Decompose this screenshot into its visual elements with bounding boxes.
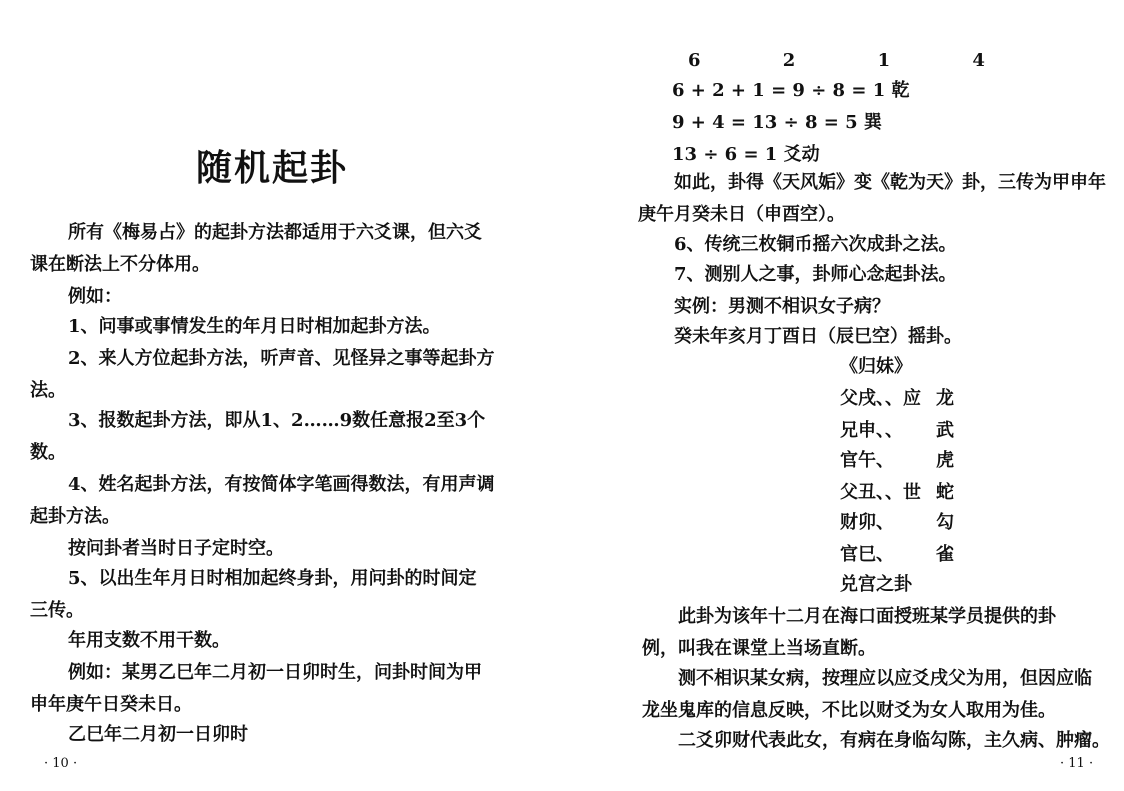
right-page — [560, 0, 1124, 791]
body-line: 乙巳年二月初一日卯时 — [68, 724, 248, 745]
body-line: 三传。 — [30, 600, 84, 621]
hexagram-line: 兄申、、 — [840, 420, 903, 441]
page-number: · 11 · — [1060, 756, 1094, 771]
body-line: 数。 — [30, 442, 66, 463]
body-line: 庚午月癸未日（申酉空）。 — [638, 204, 845, 225]
body-line: 4、姓名起卦方法，有按简体字笔画得数法，有用声调 — [68, 474, 495, 495]
hexagram-beast: 武 — [936, 420, 954, 441]
body-line: 年用支数不用干数。 — [68, 630, 230, 651]
body-line: 所有《梅易占》的起卦方法都适用于六爻课，但六爻 — [68, 222, 482, 243]
body-line: 例如：某男乙巳年二月初一日卯时生，问卦时间为甲 — [68, 662, 482, 683]
left-page — [0, 0, 540, 791]
hexagram-name: 《归妹》 — [840, 356, 912, 377]
body-line: 3、报数起卦方法，即从1、2……9数任意报2至3个 — [68, 410, 486, 431]
page-title: 随机起卦 — [196, 147, 349, 189]
hexagram-line: 官巳、 — [840, 544, 894, 565]
hexagram-beast: 雀 — [936, 544, 954, 565]
calc-line: 9 + 4 = 13 ÷ 8 = 5 巽 — [672, 112, 882, 133]
body-line: 测不相识某女病，按理应以应爻戌父为用，但因应临 — [678, 668, 1092, 689]
hexagram-beast: 蛇 — [936, 482, 954, 503]
body-line: 此卦为该年十二月在海口面授班某学员提供的卦 — [678, 606, 1056, 627]
body-line: 如此，卦得《天风姤》变《乾为天》卦，三传为甲申年 — [674, 172, 1106, 193]
body-line: 课在断法上不分体用。 — [30, 254, 210, 275]
calc-line: 13 ÷ 6 = 1 爻动 — [672, 144, 820, 165]
hexagram-palace: 兑宫之卦 — [840, 574, 912, 595]
body-line: 实例：男测不相识女子病？ — [674, 296, 890, 317]
hexagram-beast: 虎 — [936, 450, 954, 471]
body-line: 7、测别人之事，卦师心念起卦法。 — [674, 264, 957, 285]
hexagram-line: 父戌、、应 — [840, 388, 921, 409]
hexagram-line: 官午、 — [840, 450, 894, 471]
number-row: 6 2 1 4 — [688, 50, 1023, 71]
body-line: 6、传统三枚铜币摇六次成卦之法。 — [674, 234, 957, 255]
body-line: 例，叫我在课堂上当场直断。 — [642, 638, 876, 659]
body-line: 1、问事或事情发生的年月日时相加起卦方法。 — [68, 316, 441, 337]
body-line: 申年庚午日癸未日。 — [30, 694, 192, 715]
hexagram-line: 父丑、、世 — [840, 482, 921, 503]
hexagram-beast: 龙 — [936, 388, 954, 409]
body-line: 起卦方法。 — [30, 506, 120, 527]
body-line: 按问卦者当时日子定时空。 — [68, 538, 284, 559]
calc-line: 6 + 2 + 1 = 9 ÷ 8 = 1 乾 — [672, 80, 910, 101]
body-line: 二爻卯财代表此女，有病在身临勾陈，主久病、肿瘤。 — [678, 730, 1110, 751]
body-line: 龙坐鬼库的信息反映，不比以财爻为女人取用为佳。 — [642, 700, 1056, 721]
hexagram-beast: 勾 — [936, 512, 954, 533]
body-line: 2、来人方位起卦方法，听声音、见怪异之事等起卦方 — [68, 348, 495, 369]
page-number: · 10 · — [44, 756, 78, 771]
body-line: 5、以出生年月日时相加起终身卦，用问卦的时间定 — [68, 568, 477, 589]
body-line: 例如： — [68, 286, 122, 307]
body-line: 癸未年亥月丁酉日（辰巳空）摇卦。 — [674, 326, 962, 347]
hexagram-line: 财卯、 — [840, 512, 894, 533]
body-line: 法。 — [30, 380, 66, 401]
